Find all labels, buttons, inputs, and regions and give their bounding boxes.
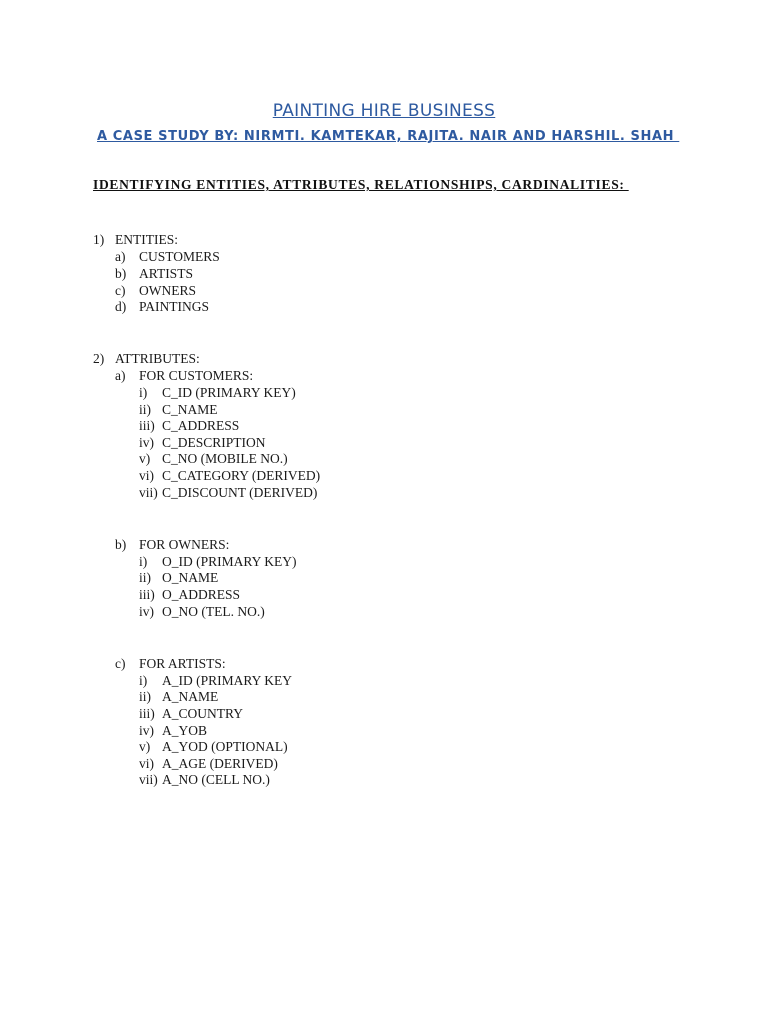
attribute-marker: iv) (139, 604, 154, 619)
attribute-item: A_YOB (162, 723, 208, 738)
attribute-marker: vi) (139, 756, 154, 771)
section-heading: IDENTIFYING ENTITIES, ATTRIBUTES, RELATIONSHIPS, CARDINALITIES: (93, 177, 629, 192)
entity-marker: d) (115, 299, 127, 314)
attribute-item: C_ID (PRIMARY KEY) (162, 385, 296, 400)
attribute-item: C_DESCRIPTION (162, 435, 266, 450)
entity-item: OWNERS (139, 283, 196, 298)
attribute-item: O_NO (TEL. NO.) (162, 604, 265, 619)
entity-item: PAINTINGS (139, 299, 210, 314)
attribute-marker: iv) (139, 723, 154, 738)
attribute-item: C_ADDRESS (162, 418, 240, 433)
attributes-marker: 2) (93, 351, 105, 366)
attribute-marker: iii) (139, 706, 155, 721)
attribute-marker: v) (139, 451, 151, 466)
document-subtitle: A CASE STUDY BY: NIRMTI. KAMTEKAR, RAJITA. NAIR AND HARSHIL. SHAH (97, 129, 680, 144)
attribute-item: O_ADDRESS (162, 587, 241, 602)
entity-marker: b) (115, 266, 127, 281)
attribute-marker: vii) (139, 485, 158, 500)
entities-marker: 1) (93, 232, 105, 247)
document-title: PAINTING HIRE BUSINESS (272, 101, 496, 121)
attributes-label: ATTRIBUTES: (115, 351, 200, 366)
customers-label: FOR CUSTOMERS: (139, 368, 254, 383)
entity-marker: c) (115, 283, 126, 298)
owners-marker: b) (115, 537, 127, 552)
attribute-marker: iii) (139, 418, 155, 433)
customers-marker: a) (115, 368, 126, 383)
owners-label: FOR OWNERS: (139, 537, 230, 552)
entity-item: CUSTOMERS (139, 249, 220, 264)
attribute-item: A_YOD (OPTIONAL) (162, 739, 288, 754)
attribute-item: O_NAME (162, 570, 219, 585)
attribute-item: C_NO (MOBILE NO.) (162, 451, 288, 466)
entities-label: ENTITIES: (115, 232, 178, 247)
attribute-marker: iv) (139, 435, 154, 450)
attribute-marker: vi) (139, 468, 154, 483)
attribute-item: C_NAME (162, 402, 218, 417)
attribute-marker: ii) (139, 402, 151, 417)
attribute-marker: ii) (139, 570, 151, 585)
entity-item: ARTISTS (139, 266, 193, 281)
attribute-item: A_AGE (DERIVED) (162, 756, 278, 771)
attribute-item: A_COUNTRY (162, 706, 244, 721)
attribute-marker: i) (139, 673, 148, 688)
attribute-item: A_ID (PRIMARY KEY (162, 673, 293, 688)
attribute-marker: iii) (139, 587, 155, 602)
attribute-marker: v) (139, 739, 151, 754)
artists-label: FOR ARTISTS: (139, 656, 226, 671)
attribute-marker: ii) (139, 689, 151, 704)
attribute-item: A_NAME (162, 689, 219, 704)
attribute-marker: i) (139, 554, 148, 569)
attribute-marker: i) (139, 385, 148, 400)
attribute-marker: vii) (139, 772, 158, 787)
entity-marker: a) (115, 249, 126, 264)
artists-marker: c) (115, 656, 126, 671)
attribute-item: C_DISCOUNT (DERIVED) (162, 485, 318, 500)
attribute-item: A_NO (CELL NO.) (162, 772, 270, 787)
attribute-item: O_ID (PRIMARY KEY) (162, 554, 297, 569)
attribute-item: C_CATEGORY (DERIVED) (162, 468, 321, 483)
